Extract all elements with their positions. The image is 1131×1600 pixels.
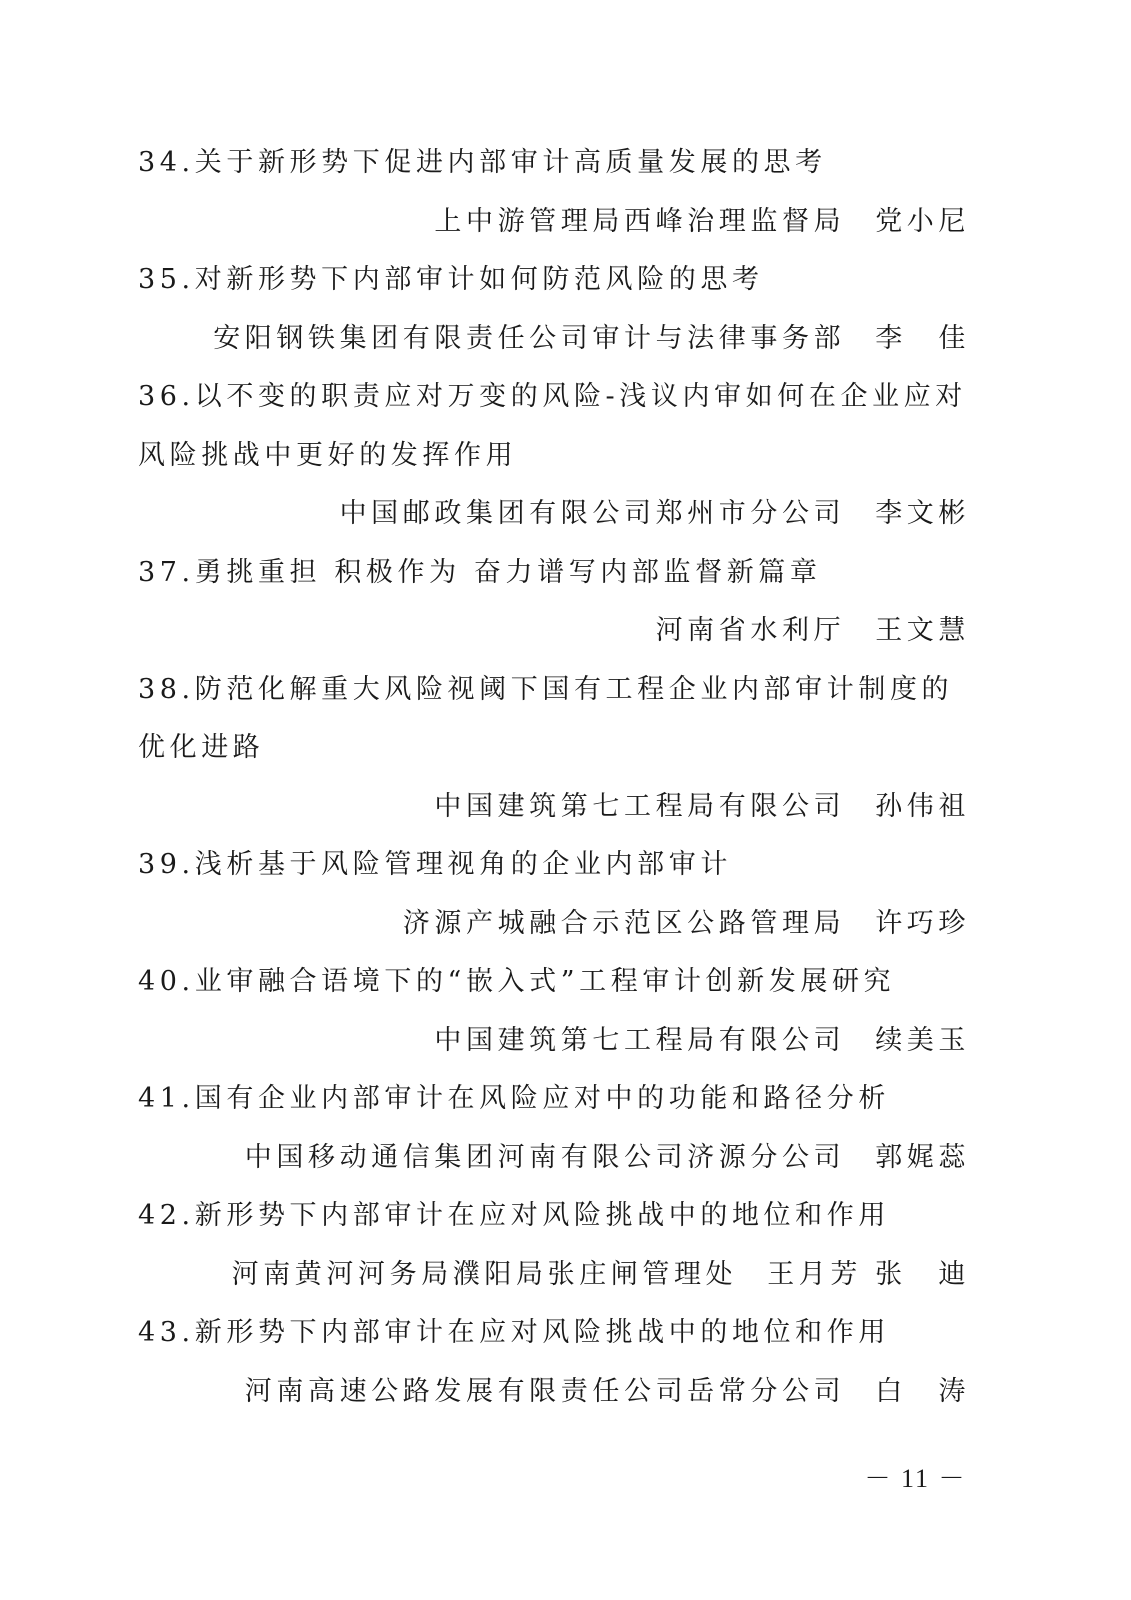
list-item: [138, 544, 970, 661]
entry-author-line: [138, 310, 970, 369]
entry-title: 41.国有企业内部审计在风险应对中的功能和路径分析: [138, 1083, 890, 1114]
entry-organization: 中国建筑第七工程局有限公司: [434, 1024, 846, 1056]
entry-title: 39.浅析基于风险管理视角的企业内部审计: [138, 849, 732, 880]
entry-title: 42.新形势下内部审计在应对风险挑战中的地位和作用: [138, 1200, 890, 1231]
entry-author-line: [138, 1129, 970, 1188]
entry-organization: 河南省水利厅: [655, 615, 846, 646]
entry-author-line: [138, 602, 970, 661]
entry-author-line: [138, 1012, 970, 1071]
entry-title: 36.以不变的职责应对万变的风险-浅议内审如何在企业应对风险挑战中更好的发挥作用: [138, 381, 967, 471]
entry-title: 38.防范化解重大风险视阈下国有工程企业内部审计制度的优化进路: [138, 673, 954, 763]
list-item: [138, 134, 970, 251]
page-number: [0, 1458, 1131, 1495]
list-item: [138, 368, 970, 544]
list-item: [138, 251, 970, 368]
entry-author: 党小尼: [875, 205, 970, 237]
entry-author-line: [138, 1246, 970, 1305]
entry-author-line: [138, 1363, 970, 1422]
entry-author-line: [138, 485, 970, 544]
entry-author: 王文慧: [875, 615, 970, 646]
entry-author: 续美玉: [875, 1024, 970, 1056]
entry-list: [138, 134, 970, 1421]
entry-organization: 河南黄河河务局濮阳局张庄闸管理处: [231, 1258, 738, 1290]
list-item: [138, 1304, 970, 1421]
list-item: [138, 1070, 970, 1187]
entry-title: 43.新形势下内部审计在应对风险挑战中的地位和作用: [138, 1317, 890, 1348]
entry-organization: 河南高速公路发展有限责任公司岳常分公司: [244, 1375, 846, 1407]
entry-title: 40.业审融合语境下的“嵌入式”工程审计创新发展研究: [138, 966, 896, 997]
entry-author: 王月芳 张 迪: [767, 1258, 970, 1290]
entry-author: 李文彬: [875, 498, 970, 529]
entry-title: 37.勇挑重担 积极作为 奋力谱写内部监督新篇章: [138, 556, 822, 588]
entry-author-line: [138, 778, 970, 837]
entry-organization: 中国移动通信集团河南有限公司济源分公司: [244, 1141, 846, 1173]
entry-author: 孙伟祖: [875, 790, 970, 822]
entry-author: 郭娓蕊: [875, 1141, 970, 1173]
entry-organization: 上中游管理局西峰治理监督局: [434, 205, 846, 237]
list-item: [138, 953, 970, 1070]
entry-author: 许巧珍: [875, 907, 970, 939]
page-number-text: － 11 －: [864, 1464, 967, 1493]
entry-organization: 中国邮政集团有限公司郑州市分公司: [339, 498, 846, 529]
entry-organization: 济源产城融合示范区公路管理局: [402, 907, 846, 939]
entry-author-line: [138, 895, 970, 954]
entry-author-line: [138, 193, 970, 252]
list-item: [138, 1187, 970, 1304]
entry-title: 35.对新形势下内部审计如何防范风险的思考: [138, 264, 764, 295]
entry-title: 34.关于新形势下促进内部审计高质量发展的思考: [138, 147, 827, 178]
list-item: [138, 661, 970, 837]
entry-organization: 安阳钢铁集团有限责任公司审计与法律事务部: [213, 322, 846, 354]
entry-author: 白 涛: [875, 1375, 970, 1407]
list-item: [138, 836, 970, 953]
entry-author: 李 佳: [875, 322, 970, 354]
entry-organization: 中国建筑第七工程局有限公司: [434, 790, 846, 822]
